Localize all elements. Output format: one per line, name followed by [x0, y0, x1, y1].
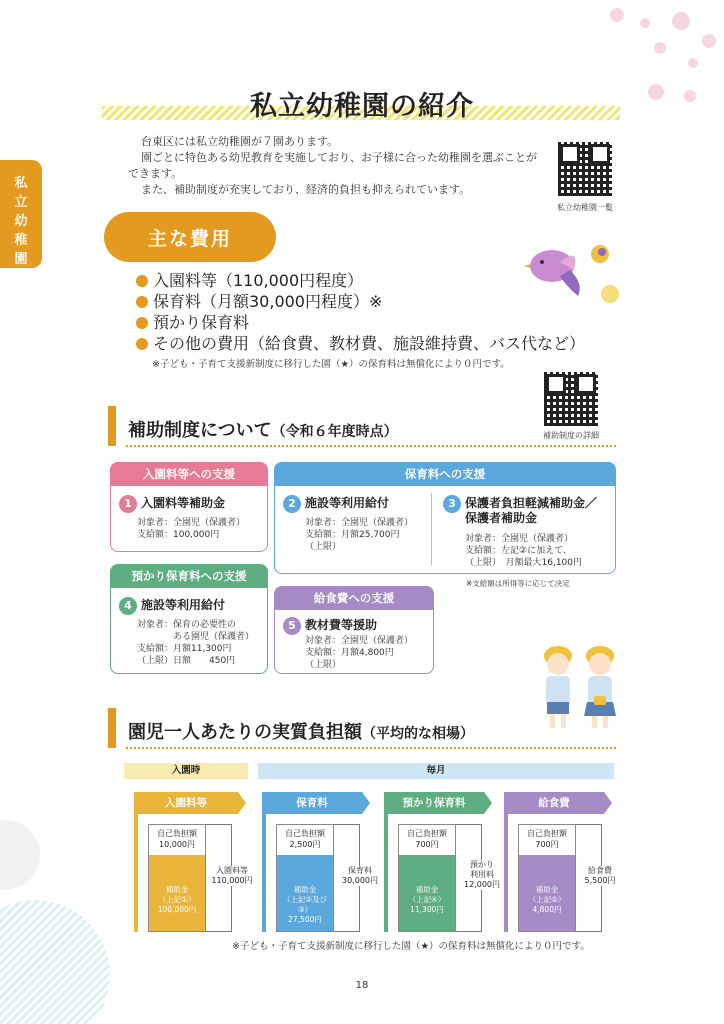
heading-bar	[108, 708, 116, 748]
self-pay	[149, 825, 205, 855]
intro-line: 台東区には私立幼稚園が７園あります。	[141, 135, 339, 148]
decor-dot	[672, 12, 690, 30]
subsidy-item-detail: 対象者：全園児（保護者） 支給額：月額4,800円 （上限）	[305, 636, 414, 670]
bullet-icon	[136, 338, 148, 350]
subsidy-part	[519, 855, 575, 931]
subsidy-item-name: 施設等利用給付	[141, 598, 226, 612]
subsidy-item-detail: 対象者：全園児（保護者） 支給額：月額25,700円 （上限）	[305, 518, 414, 552]
self-pay-label: 自己負担額	[527, 829, 567, 838]
number-badge: 4	[119, 597, 137, 615]
burden-note: ※子ども・子育て支援新制度に移行した園（★）の保育料は無償化により０円です。	[232, 941, 590, 952]
bullet-icon	[136, 317, 148, 329]
self-pay	[399, 825, 455, 855]
costs-heading-label: 主な費用	[147, 228, 232, 250]
extended-care-support-header: 預かり保育料への支援	[110, 564, 268, 588]
subsidy-part-label: 補助金	[415, 885, 439, 894]
self-pay-label: 自己負担額	[285, 829, 325, 838]
divider	[431, 493, 432, 565]
qr-code-kindergarten-list[interactable]	[558, 142, 612, 196]
meal-support-box	[274, 586, 434, 674]
burden-total: 入園料等 110,000円	[211, 866, 253, 885]
subsidy-part	[149, 855, 205, 931]
bullet-icon	[136, 275, 148, 287]
tag-pole	[504, 792, 508, 932]
burden-column-meal	[518, 824, 576, 932]
self-pay-label: 自己負担額	[157, 829, 197, 838]
qr-caption: 補助制度の詳細	[543, 431, 599, 440]
intro-text	[128, 134, 538, 198]
subsidy-part-ref: （上記④）	[408, 895, 446, 904]
subsidy-part-label: 補助金	[293, 885, 317, 894]
cost-item-label: 入園料等（110,000円程度）	[153, 271, 364, 290]
subsidy-part-label: 補助金	[535, 885, 559, 894]
subsidy-item-name: 教材費等援助	[305, 618, 378, 632]
subsidy-item-detail: 対象者：保育の必要性の ある園児（保護者） 支給額：月額11,300円 （上限）日額 450円	[137, 620, 255, 666]
self-pay-amount: 700円	[415, 840, 439, 849]
burden-tag-childcare: 保育料	[262, 792, 362, 814]
burden-tag-extended: 預かり保育料	[384, 792, 484, 814]
childcare-support-header: 保育料への支援	[274, 462, 616, 486]
decor-circle	[0, 820, 40, 890]
subsidy-part-ref: （上記①）	[158, 895, 196, 904]
heading-bar	[108, 406, 116, 446]
burden-tag-enroll: 入園料等	[134, 792, 238, 814]
burden-column-childcare	[276, 824, 334, 932]
self-pay-amount: 2,500円	[289, 840, 321, 849]
decor-dot	[610, 8, 624, 22]
subsidy-part-ref: （上記⑤）	[528, 895, 566, 904]
number-badge: 2	[283, 495, 301, 513]
burden-total: 給食費 5,500円	[580, 866, 620, 886]
number-badge: 3	[443, 495, 461, 513]
burden-tag-meal: 給食費	[504, 792, 604, 814]
cost-item	[136, 291, 585, 312]
tag-pole	[134, 792, 138, 932]
qr-caption: 私立幼稚園一覧	[557, 203, 613, 212]
subsidy-part-amount: 27,500円	[288, 915, 322, 924]
burden-heading-text	[128, 718, 474, 744]
side-tab-label: 私立幼稚園	[14, 176, 28, 267]
burden-heading-sub: （平均的な相場）	[362, 726, 474, 742]
self-pay-amount: 10,000円	[159, 840, 195, 849]
cost-item	[136, 312, 585, 333]
subsidy-heading: 補助制度について	[128, 420, 272, 441]
tag-pole	[262, 792, 266, 932]
number-badge: 1	[119, 495, 137, 513]
section-side-tab	[0, 160, 42, 268]
subsidy-item-name: 保護者負担軽減補助金／	[465, 496, 598, 510]
intro-line: 園ごとに特色ある幼児教育を実施しており、お子様に合った幼稚園を選ぶことができます。	[128, 151, 537, 180]
decor-dot	[688, 58, 698, 68]
page-number: 18	[355, 980, 369, 991]
costs-heading	[104, 212, 276, 262]
subsidy-part-amount: 4,800円	[532, 905, 562, 914]
subsidy-part-label: 補助金	[165, 885, 189, 894]
cost-item-label: その他の費用（給食費、教材費、施設維持費、バス代など）	[153, 334, 586, 353]
page-title: 私立幼稚園の紹介	[250, 91, 474, 122]
subsidy-section-heading	[108, 406, 616, 446]
burden-column-enroll	[148, 824, 206, 932]
cost-item-label: 保育料（月額30,000円程度）※	[153, 292, 383, 311]
cost-list	[136, 270, 585, 354]
enroll-support-header: 入園料等への支援	[110, 462, 268, 486]
burden-section-heading	[108, 708, 616, 748]
at-entry-label: 入園時	[124, 763, 248, 779]
subsidy-part	[277, 855, 333, 931]
subsidy-part-amount: 11,300円	[410, 905, 444, 914]
burden-total: 預かり 利用料 12,000円	[460, 860, 504, 890]
subsidy-item-detail: 対象者：全園児（保護者） 支給額：左記②に加えて、 （上限） 月額最大16,100円	[465, 534, 582, 568]
subsidy-item-name: 入園料等補助金	[141, 496, 226, 510]
heading-dotted-line	[126, 747, 616, 749]
childcare-support-box	[274, 462, 616, 574]
cost-item-label: 預かり保育料	[153, 313, 250, 332]
subsidy-heading-text	[128, 416, 398, 442]
self-pay-amount: 700円	[535, 840, 559, 849]
enroll-support-box	[110, 462, 268, 552]
subsidy-heading-sub: （令和６年度時点）	[271, 424, 398, 440]
income-note: ※支給額は所得等に応じて決定	[466, 579, 570, 588]
heading-dotted-line	[126, 445, 616, 447]
meal-support-header: 給食費への支援	[274, 586, 434, 610]
decor-dot	[702, 34, 716, 48]
tag-pole	[384, 792, 388, 932]
self-pay	[277, 825, 333, 855]
subsidy-item-detail: 対象者：全園児（保護者） 支給額：100,000円	[137, 518, 246, 540]
extended-care-support-box	[110, 564, 268, 674]
decor-dot	[640, 18, 650, 28]
self-pay	[519, 825, 575, 855]
costs-note: ※子ども・子育て支援新制度に移行した園（★）の保育料は無償化により０円です。	[152, 359, 510, 370]
burden-heading: 園児一人あたりの実質負担額	[128, 722, 362, 743]
cost-item	[136, 333, 585, 354]
bullet-icon	[136, 296, 148, 308]
monthly-label: 毎月	[258, 763, 614, 779]
subsidy-part-ref: （上記②及び③）	[282, 895, 328, 914]
burden-total: 保育料 30,000円	[338, 866, 382, 886]
burden-column-extended	[398, 824, 456, 932]
subsidy-item-name: 施設等利用給付	[305, 496, 390, 510]
subsidy-part	[399, 855, 455, 931]
number-badge: 5	[283, 617, 301, 635]
subsidy-item-name-line2: 保護者補助金	[465, 511, 538, 525]
intro-line: また、補助制度が充実しており、経済的負担も抑えられています。	[141, 183, 471, 196]
decor-dot	[654, 42, 666, 54]
subsidy-part-amount: 100,000円	[157, 905, 197, 914]
cost-item	[136, 270, 585, 291]
self-pay-label: 自己負担額	[407, 829, 447, 838]
decor-striped-circle	[0, 900, 110, 1024]
